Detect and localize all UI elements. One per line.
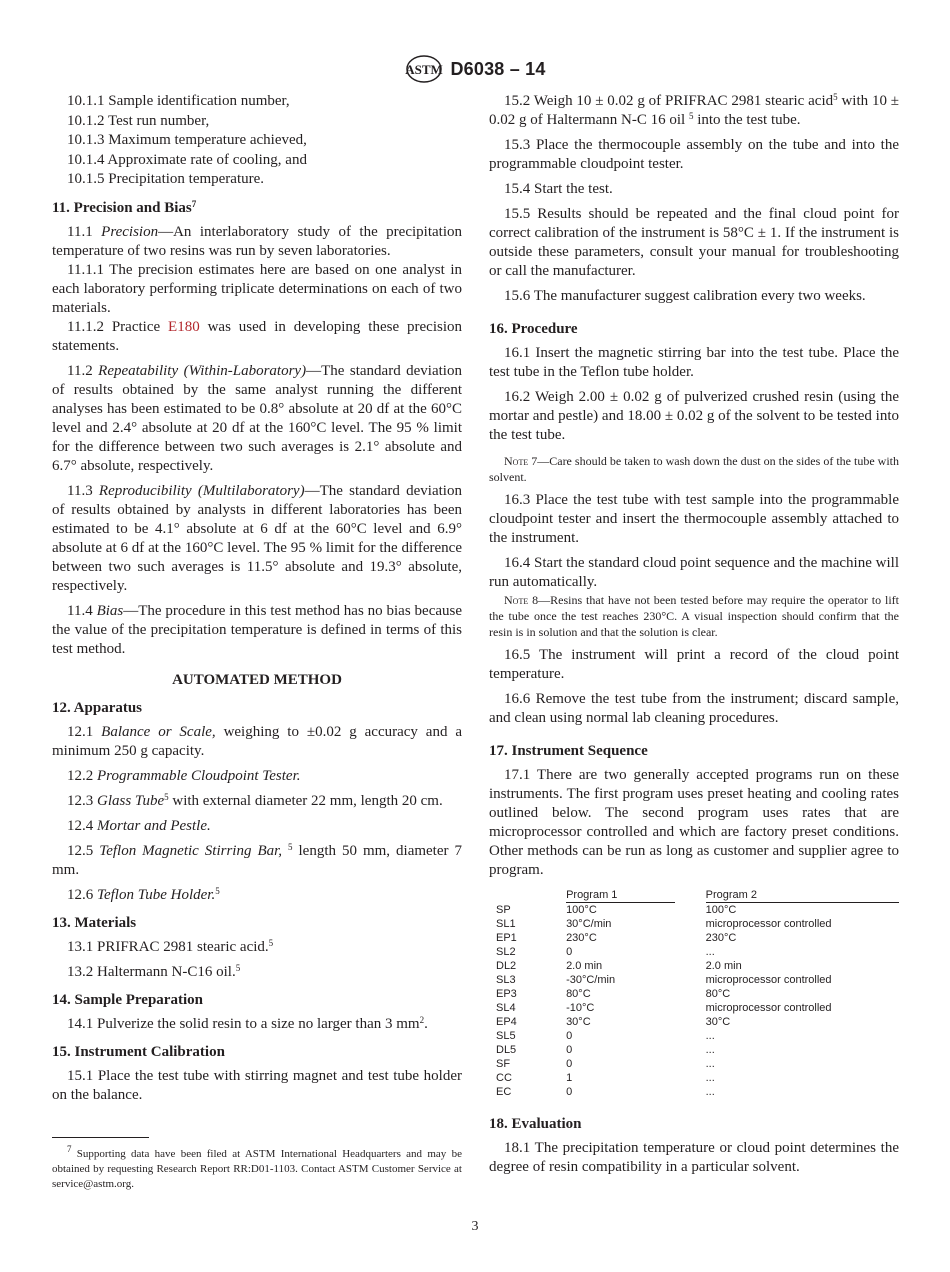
table-row: SL5 0 ... [496, 1030, 715, 1042]
para-16-6: 16.6 Remove the test tube from the instrument; discard sample, and clean using normal lab cleaning procedures. [489, 691, 899, 726]
para-16-3: 16.3 Place the test tube with test sample into the programmable cloudpoint tester and insert the thermocouple assembly attached to the instrument. [489, 492, 899, 546]
para-13-1: 13.1 PRIFRAC 2981 stearic acid.$^5$ [67, 937, 274, 955]
para-15-5: 15.5 Results should be repeated and the final cloud point for correct calibration of the instrument is 58°C ± 1. If the instrument is outside these parameters, consult your manual for troubleshooting or call the manufacturer. [489, 206, 899, 279]
para-12-1: 12.1 Balance or Scale, weighing to ±0.02 g accuracy and a minimum 250 g capacity. [52, 723, 463, 759]
list-item: 10.1.4 Approximate rate of cooling, and [67, 151, 307, 168]
para-11-3: 11.3 Reproducibility (Multilaboratory)—The standard deviation of results obtained by analysts in different laboratories has been estimated to be 4.1° absolute at 6 df at the 60°C level and 6.9° absolute at 6 df at the 160°C level. The 95 % limit for the difference between two such averages is 11.5° absolute and 19.3° absolute, respectively. [52, 482, 462, 594]
svg-text:ASTM: ASTM [405, 62, 444, 77]
table-row: SL3 -30°C/min microprocessor controlled [496, 974, 832, 986]
para-15-1: 15.1 Place the test tube with stirring magnet and test tube holder on the balance. [52, 1067, 462, 1103]
list-item: 10.1.1 Sample identification number, [67, 93, 290, 109]
para-15-6: 15.6 The manufacturer suggest calibration every two weeks. [504, 288, 866, 304]
para-16-5: 16.5 The instrument will print a record of the cloud point temperature. [489, 647, 899, 682]
table-header [489, 888, 899, 903]
left-column [52, 92, 462, 1105]
para-11-1: 11.1 Precision—An interlaboratory study of the precipitation temperature of two resins was run by seven laboratories. [52, 223, 462, 259]
table-row: EP1 230°C 230°C [496, 932, 737, 944]
para-15-3: 15.3 Place the thermocouple assembly on the tube and into the programmable cloudpoint tester. [489, 137, 899, 172]
table-row: DL5 0 ... [496, 1044, 715, 1056]
para-12-5: 12.5 Teflon Magnetic Stirring Bar, $^5$ length 50 mm, diameter 7 mm. [52, 841, 462, 878]
table-row: SL1 30°C/min microprocessor controlled [496, 918, 832, 930]
table-row: SP 100°C 100°C [496, 904, 737, 916]
note-7: Note 7—Care should be taken to wash down the dust on the sides of the tube with solvent. [489, 454, 900, 484]
para-11-1-1: 11.1.1 The precision estimates here are based on one analyst in each laboratory performing triplicate determinations on each of two materials. [52, 261, 462, 316]
para-11-1-2: 11.1.2 Practice E180 was used in developing these precision statements. [52, 318, 462, 354]
para-17-1: 17.1 There are two generally accepted programs run on these instruments. The first program uses preset heating and cooling rates outlined below. The second program uses rates that are microprocessor controlled and which are factory preset conditions. Other methods can be run as long as customer and supplier agree to program. [489, 767, 899, 878]
page-number: 3 [471, 1219, 479, 1234]
astm-logo-icon [404, 54, 444, 84]
para-12-6: 12.6 Teflon Tube Holder.$^5$ [67, 885, 220, 903]
section-13-heading: 13. Materials [52, 914, 137, 931]
section-17-heading: 17. Instrument Sequence [489, 743, 648, 759]
automated-method-heading: AUTOMATED METHOD [172, 671, 342, 688]
section-18-heading: 18. Evaluation [489, 1116, 582, 1132]
table-row: DL2 2.0 min 2.0 min [496, 960, 742, 972]
para-11-4: 11.4 Bias—The procedure in this test method has no bias because the value of the precipitation temperature is defined in terms of this test method. [52, 602, 462, 657]
para-12-4: 12.4 Mortar and Pestle. [67, 817, 211, 834]
instrument-sequence-table [489, 888, 899, 1099]
note-8: Note 8—Resins that have not been tested before may require the operator to lift the tube once the test reaches 230°C. A visual inspection should confirm that the resin is in solution and that the solution is clear. [489, 593, 899, 639]
footnote-ref[interactable]: 7 [191, 198, 197, 209]
footnote-7: $^7$ Supporting data have been filed at ASTM International Headquarters and may be obtained by requesting Research Report RR:D01-1103. Contact ASTM Customer Service at service@astm.org. [52, 1144, 462, 1190]
section-16-heading: 16. Procedure [489, 321, 578, 337]
col-program-1: Program 1 [566, 888, 675, 903]
footnote-divider [52, 1137, 149, 1138]
para-13-2: 13.2 Haltermann N-C16 oil.$^5$ [67, 962, 241, 980]
list-item: 10.1.5 Precipitation temperature. [67, 171, 265, 187]
para-12-2: 12.2 Programmable Cloudpoint Tester. [67, 767, 301, 784]
e180-link[interactable]: E180 [168, 318, 200, 335]
para-15-2: 15.2 Weigh 10 ± 0.02 g of PRIFRAC 2981 stearic acid$^5$ with 10 ± 0.02 g of Haltermann N-C 16 oil $^5$ into the test tube. [489, 92, 899, 128]
table-row: EC 0 ... [496, 1086, 715, 1098]
page-header [0, 54, 950, 84]
list-item: 10.1.2 Test run number, [67, 112, 210, 129]
section-12-heading: 12. Apparatus [52, 699, 143, 716]
para-16-4: 16.4 Start the standard cloud point sequence and the machine will run automatically. [489, 555, 899, 590]
col-program-2: Program 2 [706, 888, 899, 903]
section-14-heading: 14. Sample Preparation [52, 991, 203, 1008]
para-16-2: 16.2 Weigh 2.00 ± 0.02 g of pulverized crushed resin (using the mortar and pestle) and 18.00 ± 0.02 g of the solvent to be tested into the test tube. [489, 389, 899, 443]
section-15-heading: 15. Instrument Calibration [52, 1043, 225, 1060]
table-row: EP3 80°C 80°C [496, 988, 731, 1000]
para-16-1: 16.1 Insert the magnetic stirring bar into the test tube. Place the test tube in the Teflon tube holder. [489, 345, 899, 380]
list-item: 10.1.3 Maximum temperature achieved, [67, 132, 307, 148]
standard-designation: D6038 – 14 [450, 58, 546, 79]
table-row: EP4 30°C 30°C [496, 1016, 731, 1028]
para-18-1: 18.1 The precipitation temperature or cloud point determines the degree of resin compatibility in a particular solvent. [489, 1140, 899, 1175]
table-row: SL2 0 ... [496, 946, 715, 958]
table-row: SF 0 ... [496, 1058, 715, 1070]
section-11-heading: 11. Precision and Bias$^7$ [52, 198, 197, 216]
para-12-3: 12.3 Glass Tube$^5$ with external diameter 22 mm, length 20 cm. [67, 791, 443, 809]
table-row: SL4 -10°C microprocessor controlled [496, 1002, 832, 1014]
table-row: CC 1 ... [496, 1072, 715, 1084]
para-11-2: 11.2 Repeatability (Within-Laboratory)—The standard deviation of results obtained by the same analyst running the different analyses has been estimated to be 0.8° absolute at 20 df at the 60°C level and 2.4° absolute at 20 df at the 160°C level. The 95 % limit for the difference between two such averages is 2.1° absolute and 6.7° absolute, respectively. [52, 362, 462, 474]
para-14-1: 14.1 Pulverize the solid resin to a size no larger than 3 $mm^2$. [67, 1014, 428, 1032]
right-column [489, 92, 899, 1177]
list-10-1 [52, 92, 462, 190]
para-15-4: 15.4 Start the test. [504, 181, 613, 197]
